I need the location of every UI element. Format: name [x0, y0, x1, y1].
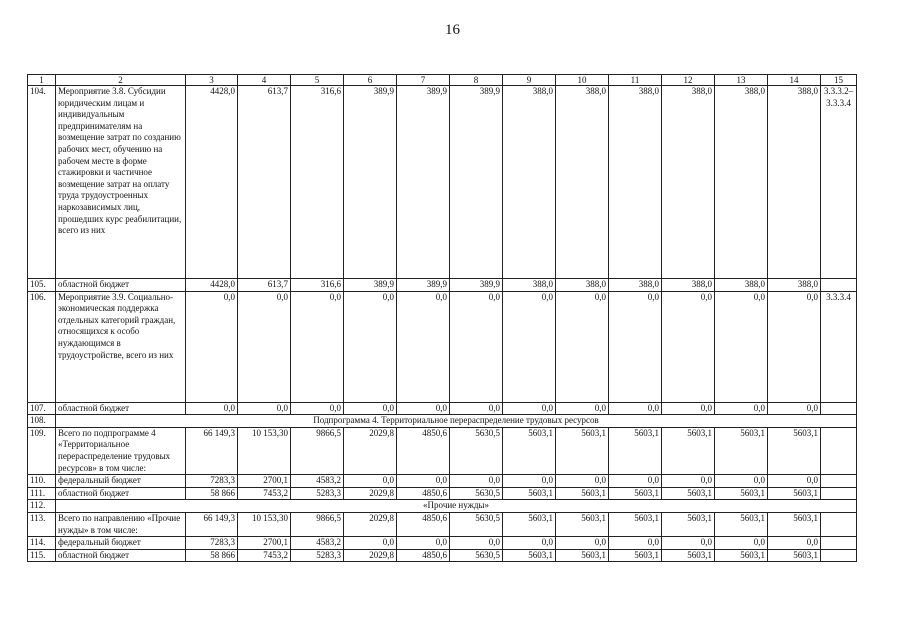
value-cell: 0,0	[556, 475, 609, 488]
value-cell: 4428,0	[186, 279, 238, 292]
value-cell: 0,0	[503, 291, 556, 402]
row-number: 106.	[28, 291, 56, 402]
section-title: «Прочие нужды»	[56, 500, 857, 513]
value-cell: 7283,3	[186, 475, 238, 488]
row-number: 109.	[28, 427, 56, 474]
value-cell: 388,0	[503, 86, 556, 279]
value-cell: 5603,1	[768, 427, 821, 474]
value-cell: 7453,2	[238, 549, 291, 562]
column-header: 2	[56, 75, 186, 86]
value-cell: 5603,1	[715, 512, 768, 536]
value-cell: 5603,1	[556, 487, 609, 500]
table-row	[28, 549, 857, 562]
column-header: 14	[768, 75, 821, 86]
value-cell: 0,0	[344, 291, 397, 402]
value-cell: 0,0	[768, 402, 821, 415]
value-cell: 0,0	[450, 291, 503, 402]
value-cell: 5283,3	[291, 487, 344, 500]
value-cell: 0,0	[768, 475, 821, 488]
value-cell: 0,0	[556, 537, 609, 550]
value-cell: 0,0	[556, 291, 609, 402]
value-cell: 613,7	[238, 86, 291, 279]
section-row	[28, 500, 857, 513]
value-cell: 0,0	[503, 537, 556, 550]
table-row	[28, 402, 857, 415]
budget-table	[27, 74, 857, 562]
value-cell: 4850,6	[397, 549, 450, 562]
row-number: 110.	[28, 475, 56, 488]
value-cell: 5603,1	[662, 549, 715, 562]
value-cell: 388,0	[556, 279, 609, 292]
column-header: 11	[609, 75, 662, 86]
value-cell: 5603,1	[715, 487, 768, 500]
row-number: 114.	[28, 537, 56, 550]
target-code	[821, 475, 857, 488]
value-cell: 4428,0	[186, 86, 238, 279]
target-code	[821, 427, 857, 474]
table-row	[28, 427, 857, 474]
value-cell: 5603,1	[715, 427, 768, 474]
value-cell: 5603,1	[609, 512, 662, 536]
value-cell: 388,0	[768, 86, 821, 279]
table-row	[28, 86, 857, 279]
value-cell: 0,0	[768, 291, 821, 402]
value-cell: 0,0	[662, 402, 715, 415]
value-cell: 9866,5	[291, 427, 344, 474]
row-number: 105.	[28, 279, 56, 292]
value-cell: 7283,3	[186, 537, 238, 550]
value-cell: 388,0	[768, 279, 821, 292]
value-cell: 613,7	[238, 279, 291, 292]
value-cell: 389,9	[450, 86, 503, 279]
target-code	[821, 279, 857, 292]
value-cell: 58 866	[186, 549, 238, 562]
value-cell: 389,9	[450, 279, 503, 292]
value-cell: 0,0	[503, 402, 556, 415]
value-cell: 5603,1	[609, 549, 662, 562]
value-cell: 0,0	[344, 475, 397, 488]
value-cell: 389,9	[397, 279, 450, 292]
column-header: 5	[291, 75, 344, 86]
row-name: областной бюджет	[56, 549, 186, 562]
column-header: 12	[662, 75, 715, 86]
row-name: областной бюджет	[56, 487, 186, 500]
value-cell: 388,0	[503, 279, 556, 292]
value-cell: 5603,1	[662, 487, 715, 500]
section-row	[28, 415, 857, 428]
value-cell: 5603,1	[503, 427, 556, 474]
table-row	[28, 537, 857, 550]
value-cell: 10 153,30	[238, 427, 291, 474]
column-header: 10	[556, 75, 609, 86]
row-name: федеральный бюджет	[56, 475, 186, 488]
value-cell: 2700,1	[238, 475, 291, 488]
value-cell: 0,0	[609, 291, 662, 402]
value-cell: 5603,1	[662, 512, 715, 536]
row-name: Всего по направлению «Прочие нужды» в том числе:	[56, 512, 186, 536]
value-cell: 388,0	[609, 279, 662, 292]
value-cell: 0,0	[556, 402, 609, 415]
table-body	[28, 75, 857, 562]
value-cell: 0,0	[715, 475, 768, 488]
value-cell: 5630,5	[450, 512, 503, 536]
column-header: 15	[821, 75, 857, 86]
value-cell: 4850,6	[397, 427, 450, 474]
value-cell: 4850,6	[397, 487, 450, 500]
value-cell: 0,0	[609, 402, 662, 415]
value-cell: 5630,5	[450, 549, 503, 562]
row-number: 112.	[28, 500, 56, 513]
row-name: федеральный бюджет	[56, 537, 186, 550]
value-cell: 4850,6	[397, 512, 450, 536]
row-number: 111.	[28, 487, 56, 500]
target-code: 3.3.3.4	[821, 291, 857, 402]
target-code: 3.3.3.2–3.3.3.4	[821, 86, 857, 279]
value-cell: 2029,8	[344, 427, 397, 474]
value-cell: 388,0	[662, 279, 715, 292]
value-cell: 0,0	[238, 291, 291, 402]
row-number: 108.	[28, 415, 56, 428]
value-cell: 2700,1	[238, 537, 291, 550]
target-code	[821, 402, 857, 415]
value-cell: 5603,1	[662, 427, 715, 474]
row-name: областной бюджет	[56, 402, 186, 415]
value-cell: 388,0	[609, 86, 662, 279]
target-code	[821, 512, 857, 536]
value-cell: 388,0	[715, 86, 768, 279]
value-cell: 2029,8	[344, 549, 397, 562]
row-name: областной бюджет	[56, 279, 186, 292]
page-number: 16	[445, 22, 460, 38]
value-cell: 0,0	[609, 475, 662, 488]
value-cell: 5603,1	[503, 549, 556, 562]
value-cell: 66 149,3	[186, 512, 238, 536]
value-cell: 0,0	[450, 537, 503, 550]
table-row	[28, 291, 857, 402]
value-cell: 2029,8	[344, 512, 397, 536]
value-cell: 0,0	[662, 537, 715, 550]
value-cell: 316,6	[291, 279, 344, 292]
value-cell: 7453,2	[238, 487, 291, 500]
value-cell: 0,0	[715, 291, 768, 402]
column-header: 3	[186, 75, 238, 86]
row-number: 107.	[28, 402, 56, 415]
value-cell: 0,0	[662, 475, 715, 488]
column-header: 7	[397, 75, 450, 86]
value-cell: 5603,1	[768, 549, 821, 562]
value-cell: 0,0	[186, 402, 238, 415]
value-cell: 5603,1	[503, 487, 556, 500]
value-cell: 0,0	[450, 475, 503, 488]
row-name: Всего по подпрограмме 4 «Территориальное перераспределение трудовых ресурсов» в том числе:	[56, 427, 186, 474]
value-cell: 5603,1	[609, 427, 662, 474]
value-cell: 388,0	[715, 279, 768, 292]
value-cell: 4583,2	[291, 537, 344, 550]
value-cell: 0,0	[503, 475, 556, 488]
column-header: 9	[503, 75, 556, 86]
value-cell: 5603,1	[503, 512, 556, 536]
value-cell: 5603,1	[556, 427, 609, 474]
value-cell: 0,0	[291, 291, 344, 402]
value-cell: 2029,8	[344, 487, 397, 500]
row-number: 115.	[28, 549, 56, 562]
value-cell: 388,0	[662, 86, 715, 279]
value-cell: 389,9	[344, 86, 397, 279]
value-cell: 0,0	[397, 291, 450, 402]
table-row	[28, 475, 857, 488]
value-cell: 0,0	[715, 537, 768, 550]
table-row	[28, 279, 857, 292]
column-header: 8	[450, 75, 503, 86]
value-cell: 5603,1	[768, 512, 821, 536]
value-cell: 66 149,3	[186, 427, 238, 474]
value-cell: 389,9	[397, 86, 450, 279]
value-cell: 0,0	[450, 402, 503, 415]
value-cell: 0,0	[715, 402, 768, 415]
value-cell: 0,0	[344, 537, 397, 550]
value-cell: 0,0	[186, 291, 238, 402]
table-header-row	[28, 75, 857, 86]
value-cell: 389,9	[344, 279, 397, 292]
value-cell: 10 153,30	[238, 512, 291, 536]
value-cell: 5283,3	[291, 549, 344, 562]
column-header: 4	[238, 75, 291, 86]
value-cell: 0,0	[609, 537, 662, 550]
table-row	[28, 512, 857, 536]
value-cell: 0,0	[344, 402, 397, 415]
target-code	[821, 537, 857, 550]
value-cell: 0,0	[291, 402, 344, 415]
value-cell: 5603,1	[609, 487, 662, 500]
target-code	[821, 549, 857, 562]
value-cell: 388,0	[556, 86, 609, 279]
target-code	[821, 487, 857, 500]
row-number: 104.	[28, 86, 56, 279]
value-cell: 0,0	[397, 537, 450, 550]
column-header: 13	[715, 75, 768, 86]
value-cell: 5630,5	[450, 427, 503, 474]
value-cell: 0,0	[768, 537, 821, 550]
row-name: Мероприятие 3.8. Субсидии юридическим лицам и индивидуальным предпринимателям на возмещение затрат по созданию рабочих мест, обучению на рабочем месте в форме стажировки и частичное возмещение затрат на оплату труда трудоустроенных наркозависимых лиц, прошедших курс реабилитации, всего из них	[56, 86, 186, 279]
value-cell: 0,0	[397, 475, 450, 488]
value-cell: 5603,1	[768, 487, 821, 500]
row-number: 113.	[28, 512, 56, 536]
column-header: 1	[28, 75, 56, 86]
value-cell: 316,6	[291, 86, 344, 279]
value-cell: 9866,5	[291, 512, 344, 536]
row-name: Мероприятие 3.9. Социально-экономическая поддержка отдельных категорий граждан, относящихся к особо нуждающимся в трудоустройстве, всего из них	[56, 291, 186, 402]
value-cell: 5603,1	[715, 549, 768, 562]
value-cell: 0,0	[238, 402, 291, 415]
section-title: Подпрограмма 4. Территориальное перераспределение трудовых ресурсов	[56, 415, 857, 428]
value-cell: 5603,1	[556, 549, 609, 562]
value-cell: 58 866	[186, 487, 238, 500]
column-header: 6	[344, 75, 397, 86]
value-cell: 5630,5	[450, 487, 503, 500]
value-cell: 4583,2	[291, 475, 344, 488]
value-cell: 0,0	[397, 402, 450, 415]
value-cell: 5603,1	[556, 512, 609, 536]
value-cell: 0,0	[662, 291, 715, 402]
table-row	[28, 487, 857, 500]
